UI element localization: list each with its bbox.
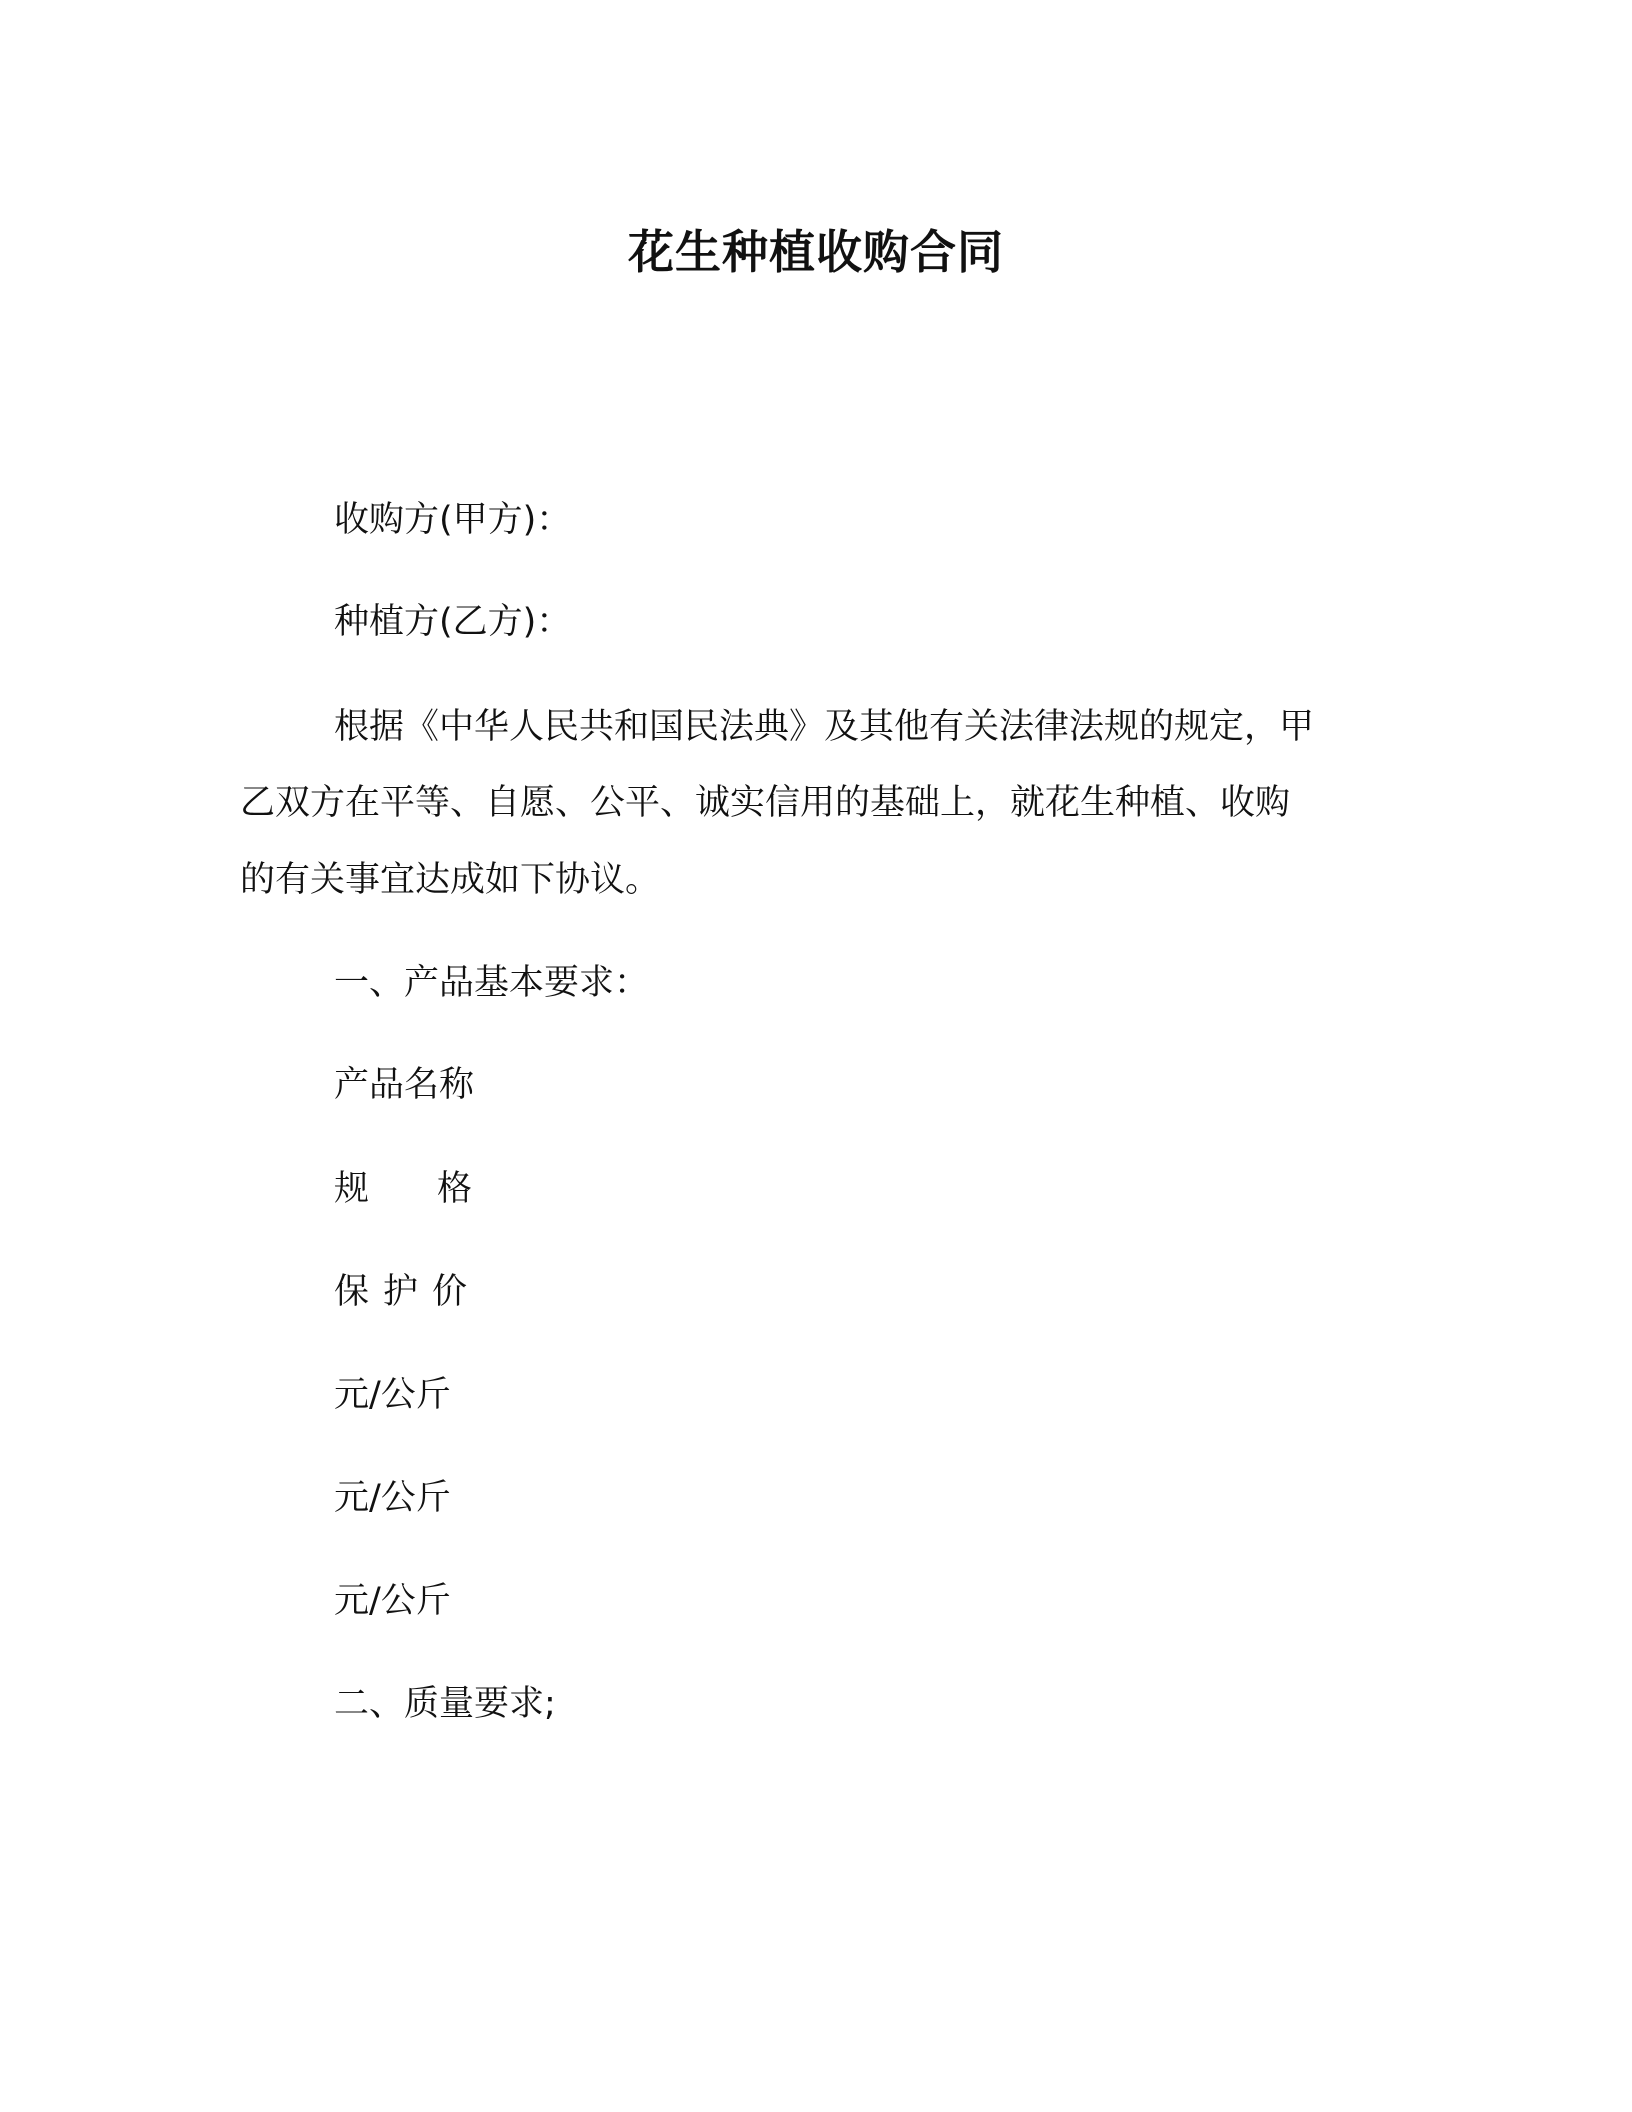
section-2-heading: 二、质量要求;	[334, 1684, 556, 1724]
preamble-line-3: 的有关事宜达成如下协议。	[240, 860, 661, 900]
price-label-char-1: 保	[334, 1272, 370, 1312]
price-label-char-2: 护	[383, 1272, 419, 1312]
product-name-label: 产品名称	[334, 1065, 475, 1105]
party-b-label: 种植方(乙方)：	[334, 602, 572, 642]
unit-line-2: 元/公斤	[334, 1478, 451, 1518]
unit-line-3: 元/公斤	[334, 1581, 451, 1621]
party-a-label: 收购方(甲方)：	[334, 500, 572, 540]
spec-label	[334, 1165, 472, 1213]
spec-label-char-1: 规	[334, 1169, 370, 1209]
spec-label-char-2: 格	[437, 1169, 473, 1209]
preamble-line-1: 根据《中华人民共和国民法典》及其他有关法律法规的规定，甲	[334, 707, 1315, 747]
unit-line-1: 元/公斤	[334, 1375, 451, 1415]
price-label-char-3: 价	[432, 1272, 468, 1312]
preamble-line-2: 乙双方在平等、自愿、公平、诚实信用的基础上，就花生种植、收购	[240, 783, 1291, 823]
section-1-heading: 一、产品基本要求：	[334, 963, 650, 1003]
contract-title: 花生种植收购合同	[628, 225, 1004, 279]
protection-price-label	[334, 1268, 467, 1316]
